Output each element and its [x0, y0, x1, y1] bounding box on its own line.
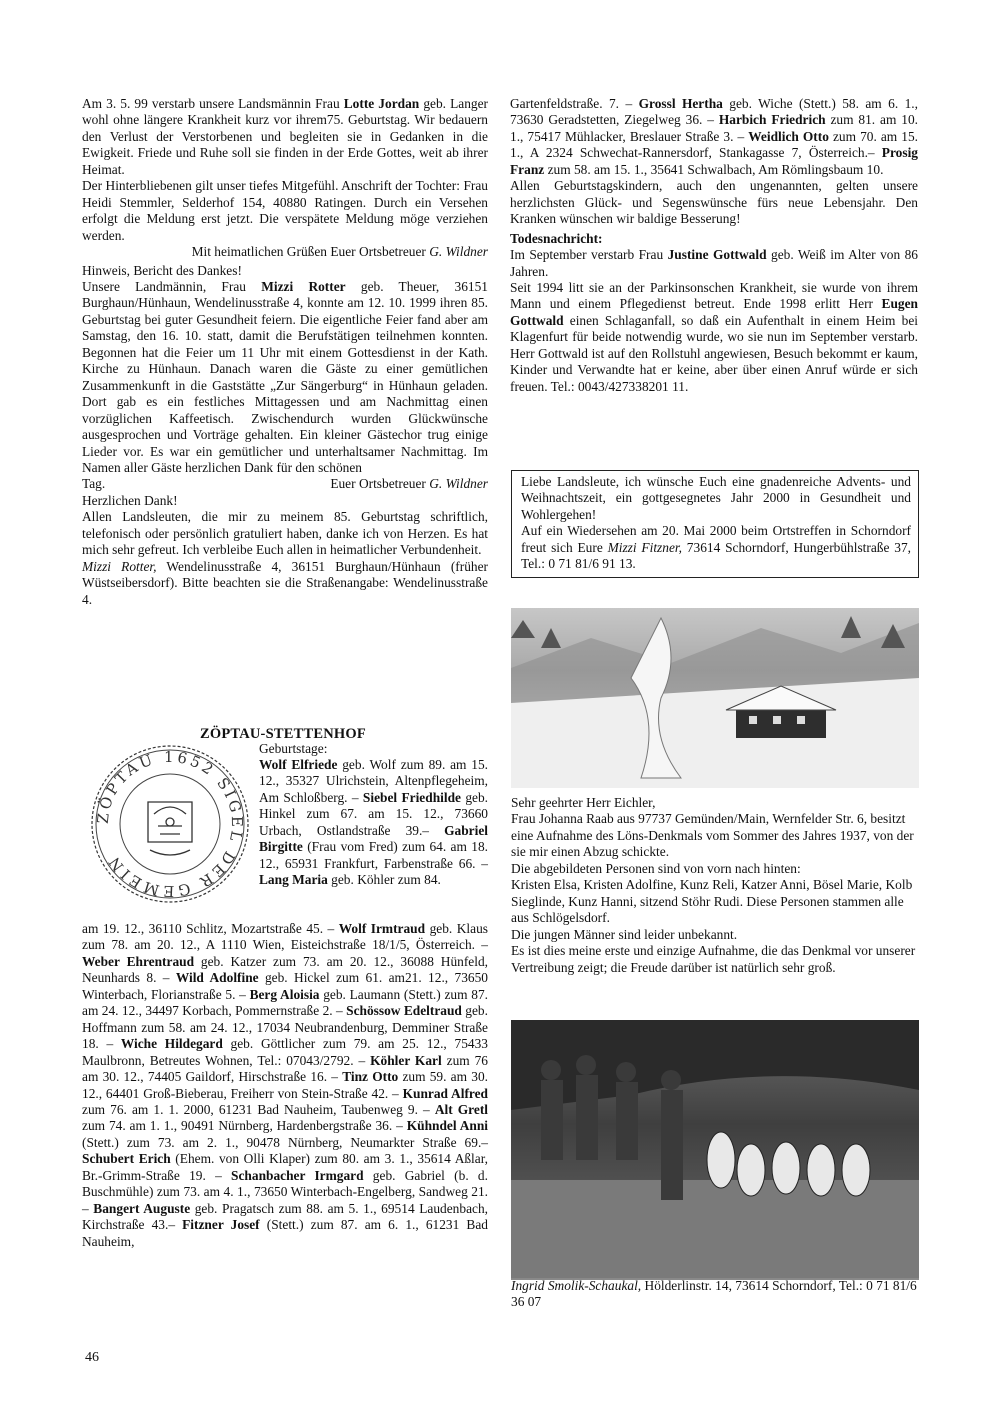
seal-emblem-icon: [148, 802, 192, 855]
birthday-list: am 19. 12., 36110 Schlitz, Mozartstraße 45. – Wolf Irmtraud geb. Klaus zum 78. am 20. 12., A 1110 Wien, Eisteichstraße 18/1/5, Österreich. – Weber Ehrentraud geb. Katzer zum 73. am 20. 12., 36088 Hünfeld, Neunhards 8. – Wild Adolfine geb. Hickel zum 61. am21. 12., 73650 Winterbach, Florianstraße 5. – Berg Aloisia geb. Laumann (Stett.) zum 87. am 24. 12., 34497 Korbach, Pommernstraße 2. – Schössow Edeltraud geb. Hoffmann zum 58. am 24. 12., 17034 Neubrandenburg, Demminer Straße 18. – Wiche Hildegard geb. Göttlicher zum 79. am 25. 12., 75433 Maulbronn, Betreutes Wohnen, Tel.: 07043/2792. – Köhler Karl zum 76 am 30. 12., 74405 Gaildorf, Hirschstraße 16. – Tinz Otto zum 59. am 30. 12., 64401 Groß-Bieberau, Freiherr von Stein-Straße 42. – Kunrad Alfred zum 76. am 1. 1. 2000, 61231 Bad Nauheim, Taubenweg 9. – Alt Gretl zum 74. am 1. 1., 90491 Nürnberg, Hardenbergstraße 36. – Kühndel Anni (Stett.) zum 73. am 2. 1., 90478 Nürnberg, Neumarkter Straße 69.– Schubert Erich (Ehem. von Olli Klaper) zum 80. am 3. 1., 35614 Aßlar, Br.-Grimm-Straße 19. – Schanbacher Irmgard geb. Gabriel (b. d. Buschmühle) zum 73. am 4. 1., 73650 Winterbach-Engelberg, Sandweg 21. – Bangert Auguste geb. Pragatsch zum 88. am 5. 1., 69514 Laudenbach, Kirchstraße 43.– Fitzner Josef (Stett.) zum 87. am 6. 1., 61231 Bad Nauheim,: [82, 921, 489, 1249]
rotter-signature: Tag. Euer Ortsbetreuer G. Wildner: [82, 476, 488, 492]
greeting-box-invite: Auf ein Wiedersehen am 20. Mai 2000 beim Ortstreffen in Schorndorf freut sich Eure Mizzi Fitzner, 73614 Schorndorf, Hungerbühlstraße 37, Tel.: 0 71 81/6 91 13.: [521, 523, 912, 572]
letter-paragraph-1: Frau Johanna Raab aus 97737 Gemünden/Main, Wernfelder Str. 6, besitzt eine Aufnahme des Löns-Denkmals vom Sommer des Jahres 1937, von der sie mir einen Abzug schickte.: [511, 811, 914, 860]
birthday-list-wrapped: Wolf Elfriede geb. Wolf zum 89. am 15. 12., 35327 Ulrichstein, Altenpflegeheim, Am Schloßberg. – Siebel Friedhilde geb. Hinkel zum 67. am 15. 12., 73660 Urbach, Ostlandstraße 39.– Gabriel Birgitte (Frau vom Fred) zum 64. am 18. 12., 65931 Frankfurt, Farbenstraße 66. – Lang Maria geb. Köhler zum 84.: [259, 757, 489, 888]
obituary-paragraph-2: Der Hinterbliebenen gilt unser tiefes Mitgefühl. Anschrift der Tochter: Frau Heidi Stemmler, Selderhof 154, 40880 Ratingen. Durch ein Versehen erfolgt die Meldung erst jetzt. Die verspätete Meldung möge verziehen werden.: [82, 178, 488, 243]
rotter-report: Unsere Landmännin, Frau Mizzi Rotter geb. Theuer, 36151 Burghaun/Hünhaun, Wendelinusstraße 4, konnte am 12. 10. 1999 ihren 85. Geburtstag bei guter Gesundheit feiern. Die eigentliche Feier fand aber am Samstag, den 16. 10. statt, damit die Berufstätigen teilnehmen konnten. Begonnen hat die Feier um 11 Uhr mit einem Gottesdienst in der Kath. Kirche zu Hünhaun. Danach waren die Gäste zu einer gemütlichen Zusammenkunft in die Gaststätte „Zur Sängerburg“ in Hünhaun geladen. Dort gab es ein festliches Mittagessen und am Nachmittag einen vorzüglichen Kaffeetisch. Zwischendurch wurden Glückwünsche ausgesprochen und Vorträge gehalten. Ein kleiner Gästechor trug einige Lieder vor. Es war ein gemütlicher und unterhaltsamer Nachmittag. Im Namen aller Gäste herzlichen Dank für den schönen: [82, 278, 488, 475]
letter-salutation: Sehr geehrter Herr Eichler,: [511, 795, 656, 810]
left-column: [82, 96, 488, 608]
birthday-list-continued: Gartenfeldstraße. 7. – Grossl Hertha geb. Wiche (Stett.) 58. am 6. 1., 73630 Geradstetten, Ziegelweg 36. – Harbich Friedrich zum 81. am 10. 1., 75417 Mühlacker, Breslauer Straße 3. – Weidlich Otto zum 70. am 15. 1., A 2324 Schwechat-Rannersdorf, Stankagasse 7, Österreich.– Prosig Franz zum 58. am 15. 1., 35641 Schwalbach, Am Römlingsbaum 10.: [510, 96, 919, 177]
deceased-name: Lotte Jordan: [343, 96, 420, 111]
rotter-hinweis: Hinweis, Bericht des Dankes!: [82, 262, 242, 278]
photo-caption: Ingrid Smolik-Schaukal, Hölderlinstr. 14, 73614 Schorndorf, Tel.: 0 71 81/6 36 07: [511, 1278, 917, 1310]
obituary-paragraph: Am 3. 5. 99 verstarb unsere Landsmännin Frau Lotte Jordan geb. Langer wohl ohne längere Krankheit kurz vor ihrem75. Geburtstag. Wir bedauern den Verlust der Verstorbenen und begleiten sie in Gedanken in die Ewigkeit. Friede und Ruhe soll sie finden in der Erde Gottes, weit ab ihrer Heimat.: [82, 96, 488, 177]
letter-paragraph-5: Es ist dies meine erste und einzige Aufnahme, die das Denkmal vor unserer Vertreibung zeigt; die Freude darüber ist natürlich sehr groß.: [511, 943, 916, 975]
section-title-zoeptau: ZÖPTAU-STETTENHOF: [200, 726, 366, 742]
letter-names: Kristen Elsa, Kristen Adolfine, Kunz Reli, Katzer Anni, Bösel Marie, Kolb Sieglinde, Kunz Hanni, sitzend Stöhr Rudi. Diese Personen stammen alle aus Schlögelsdorf.: [511, 877, 913, 926]
rotter-address: Mizzi Rotter, Wendelinusstraße 4, 36151 Burghaun/Hünhaun (früher Wüstseibersdorf). Bitte beachten sie die Straßenangabe: Wendelinusstraße 4.: [82, 558, 488, 607]
geburtstage-label: Geburtstage:: [259, 741, 328, 756]
letter-paragraph-4: Die jungen Männer sind leider unbekannt.: [511, 926, 738, 942]
rotter-thanks-title: Herzlichen Dank!: [82, 492, 178, 508]
right-column: [510, 96, 918, 395]
winter-landscape-photo: [511, 608, 919, 788]
birthday-wishes: Allen Geburtstagskindern, auch den ungenannten, gelten unsere herzlichsten Glück- und Segenswünsche fürs neue Lebensjahr. Den Kranken wünschen wir baldige Besserung!: [510, 178, 918, 227]
greeting-box: [511, 470, 919, 578]
greeting-box-text: Liebe Landsleute, ich wünsche Euch eine gnadenreiche Advents- und Weihnachtszeit, ein gottgesegnetes Jahr 2000 in Gesundheit und Wohlergehen!: [521, 474, 911, 522]
page-number: 46: [85, 1350, 99, 1365]
svg-text:ZÖPTAU 1652 SIGEL DER GEMEIN: [94, 748, 246, 900]
rotter-thanks-text: Allen Landsleuten, die mir zu meinem 85. Geburtstag schriftlich, telefonisch oder persönlich gratuliert haben, danke ich von Herzen. Es hat mich sehr gefreut. Ich verbleibe Euch allen in heimatlicher Verbundenheit.: [82, 509, 488, 558]
death-notice: Im September verstarb Frau Justine Gottwald geb. Weiß im Alter von 86 Jahren.: [510, 247, 918, 279]
seal-text: ZÖPTAU 1652 SIGEL DER GEMEIN: [93, 747, 247, 901]
letter-paragraph-2: Die abgebildeten Personen sind von vorn nach hinten:: [511, 860, 801, 876]
letter-text: [511, 795, 919, 976]
group-photo-loens-monument: [511, 1020, 919, 1280]
todesnachricht-heading: Todesnachricht:: [510, 230, 603, 246]
obituary-greeting: Mit heimatlichen Grüßen Euer Ortsbetreuer G. Wildner: [191, 244, 488, 260]
municipal-seal: [88, 742, 252, 906]
death-notice-details: Seit 1994 litt sie an der Parkinsonschen Krankheit, sie wurde von ihrem Mann und einem Pflegedienst betreut. Ende 1998 erlitt Herr Eugen Gottwald einen Schlaganfall, so daß ein Aufenthalt in einem Heim bei Klagenfurt für beide notwendig wurde, wo sie nun im September verstarb. Herr Gottwald ist auf den Rollstuhl angewiesen, Besuch bekommt er kaum, Kinder und Verwandte hat er keine, aber über einen Anruf würde er sich freuen. Tel.: 0043/427338201 11.: [510, 279, 918, 394]
